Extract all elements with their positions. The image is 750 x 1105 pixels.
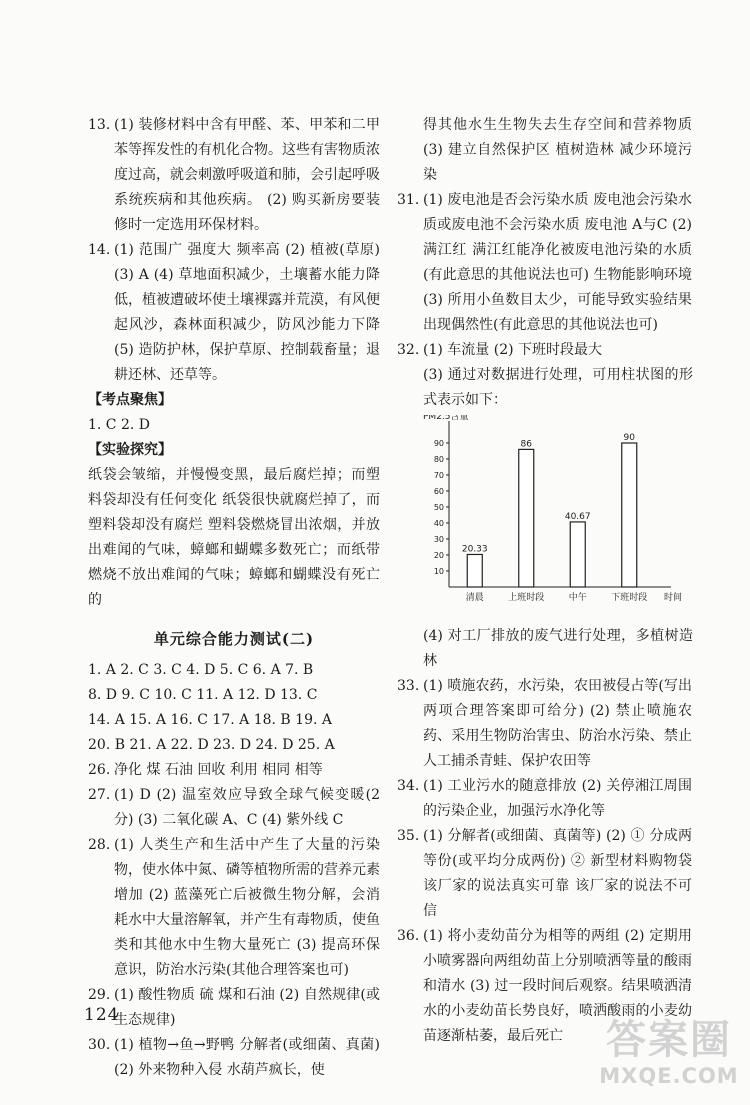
y-tick-label: 80 xyxy=(433,455,444,464)
data-label: 40.67 xyxy=(564,511,591,522)
question-number: 32. xyxy=(397,342,420,358)
mc-answers-row: 8. D 9. C 10. C 11. A 12. D 13. C xyxy=(88,687,318,703)
question-13 xyxy=(88,113,380,238)
pm25-chart-container xyxy=(423,415,693,624)
answer-text: (1) 工业污水的随意排放 (2) 关停湘江周围的污染企业，加强污水净化等 xyxy=(423,778,692,819)
answer-text: (1) 喷施农药，水污染，农田被侵占等(写出两项合理答案即可给分) (2) 禁止喷施农药、采用生物防治害虫、防治水污染、禁止人工捕杀青蛙、保护农田等 xyxy=(423,678,692,769)
section-heading-shiyan: 【实验探究】 xyxy=(88,442,172,458)
y-tick-label: 90 xyxy=(433,439,444,448)
question-14 xyxy=(88,238,380,388)
watermark-logo-text: 答案圈 xyxy=(606,1017,732,1063)
answer-text: (1) 车流量 (2) 下班时段最大 xyxy=(423,342,603,358)
bar xyxy=(467,554,482,587)
x-tick-label: 中午 xyxy=(568,593,587,603)
answer-text: (1) 人类生产和生活中产生了大量的污染物，使水体中氮、磷等植物所需的营养元素增加 (2) 蓝藻死亡后被微生物分解，会消耗水中大量溶解氧，并产生有毒物质，使鱼类和其他水中生物大量死亡 (3) 提高环保意识，防治水污染(其他合理答案也可) xyxy=(114,837,380,978)
answer-text: (1) 装修材料中含有甲醛、苯、甲苯和二甲苯等挥发性的有机化合物。这些有害物质浓度过高，就会刺激呼吸道和肺，会引起呼吸系统疾病和其他疾病。 (2) 购买新房要装修时一定选用环保材料。 xyxy=(114,117,380,233)
pm25-bar-chart xyxy=(423,415,693,615)
question-26 xyxy=(88,758,380,783)
question-number: 35. xyxy=(397,828,420,844)
question-number: 26. xyxy=(88,762,111,778)
question-number: 34. xyxy=(397,778,420,794)
answer-text: (4) 对工厂排放的废气进行处理，多植树造林 xyxy=(423,628,693,669)
answer-text: (1) 废电池是否会污染水质 废电池会污染水质或废电池不会污染水质 废电池 A与C (2) 满江红 满江红能净化被废电池污染的水质(有此意思的其他说法也可) 生物能影响环境 (3) 所用小鱼数目太少，可能导致实验结果出现偶然性(有此意思的其他说法也可) xyxy=(423,192,692,333)
question-number: 27. xyxy=(88,787,111,803)
watermark-url: MXQE.COM xyxy=(599,1064,739,1088)
page-number: 124 xyxy=(84,1005,120,1025)
question-34 xyxy=(397,774,692,824)
section-heading-kaodian: 【考点聚焦】 xyxy=(88,392,172,408)
question-27 xyxy=(88,783,380,833)
question-35 xyxy=(397,824,692,924)
answer-text: (1) D (2) 温室效应导致全球气候变暖(2分) (3) 二氧化碳 A、C (4) 紫外线 C xyxy=(114,787,380,828)
question-31 xyxy=(397,188,692,338)
y-axis-label: PM2.5含量 xyxy=(423,415,469,422)
answer-text: (1) 范围广 强度大 频率高 (2) 植被(草原) (3) A (4) 草地面积减少，土壤蓄水能力降低，植被遭破坏使土壤裸露并荒漠，有风便起风沙，森林面积减少，防风沙能力下降 (5) 造防护林，保护草原、控制载畜量；退耕还林、还草等。 xyxy=(114,242,380,383)
data-label: 90 xyxy=(623,433,635,443)
kaodian-answers: 1. C 2. D xyxy=(88,417,151,433)
x-tick-label: 下班时段 xyxy=(611,593,648,603)
answer-text: (1) 植物→鱼→野鸭 分解者(或细菌、真菌) (2) 外来物种入侵 水葫芦疯长，使 xyxy=(114,1037,380,1078)
x-tick-label: 清晨 xyxy=(465,593,484,603)
right-column xyxy=(397,113,692,1049)
shiyan-text: 纸袋会皱缩，并慢慢变黑，最后腐烂掉；而塑料袋却没有任何变化 纸袋很快就腐烂掉了，而塑料袋却没有腐烂 塑料袋燃烧冒出浓烟，并放出难闻的气味，蟑螂和蝴蝶多数死亡；而纸带燃烧不放出难闻的气味；蟑螂和蝴蝶没有死亡的 xyxy=(88,467,380,608)
answer-text: 净化 煤 石油 回收 利用 相同 相等 xyxy=(114,762,323,778)
question-28 xyxy=(88,833,380,983)
bar xyxy=(570,522,585,587)
y-tick-label: 70 xyxy=(433,471,444,480)
answer-text: (1) 分解者(或细菌、真菌等) (2) ① 分成两等份(或平均分成两份) ② 新型材料购物袋 该厂家的说法真实可靠 该厂家的说法不可信 xyxy=(423,828,692,919)
mc-answers-row: 1. A 2. C 3. C 4. D 5. C 6. A 7. B xyxy=(88,662,314,678)
mc-answers-row: 20. B 21. A 22. D 23. D 24. D 25. A xyxy=(88,737,335,753)
unit-test-title: 单元综合能力测试(二) xyxy=(153,630,315,648)
y-tick-label: 20 xyxy=(433,551,444,560)
data-label: 20.33 xyxy=(461,544,488,555)
question-number: 36. xyxy=(397,928,420,944)
y-tick-label: 60 xyxy=(433,487,444,496)
y-tick-label: 50 xyxy=(433,503,444,512)
watermark-logo xyxy=(594,1017,744,1099)
y-tick-label: 10 xyxy=(433,567,444,576)
answer-text: 得其他水生生物失去生存空间和营养物质 (3) 建立自然保护区 植树造林 减少环境污染 xyxy=(423,117,692,183)
question-32 xyxy=(397,338,692,674)
question-number: 13. xyxy=(88,117,111,133)
mc-answers-row: 14. A 15. A 16. C 17. A 18. B 19. A xyxy=(88,712,332,728)
question-number: 28. xyxy=(88,837,111,853)
data-label: 86 xyxy=(520,439,532,450)
answer-text: (1) 酸性物质 硫 煤和石油 (2) 自然规律(或生态规律) xyxy=(114,987,380,1028)
answer-text: (1) 将小麦幼苗分为相等的两组 (2) 定期用小喷雾器向两组幼苗上分别喷洒等量的酸雨和清水 (3) 过一段时间后观察。结果喷洒清水的小麦幼苗长势良好，喷洒酸雨的小麦幼苗逐渐枯萎，最后死亡 xyxy=(423,928,692,1044)
question-29 xyxy=(88,983,380,1033)
question-number: 33. xyxy=(397,678,420,694)
y-tick-label: 40 xyxy=(433,519,444,528)
bar xyxy=(622,443,637,587)
question-number: 31. xyxy=(397,192,420,208)
bar xyxy=(519,449,534,587)
question-number: 14. xyxy=(88,242,111,258)
question-number: 30. xyxy=(88,1037,111,1053)
answer-text: (3) 通过对数据进行处理，可用柱状图的形式表示如下： xyxy=(423,367,693,408)
question-33 xyxy=(397,674,692,774)
x-tick-label: 上班时段 xyxy=(508,593,545,603)
y-tick-label: 30 xyxy=(433,535,444,544)
question-30-continued xyxy=(397,113,692,188)
x-axis-label: 时间 xyxy=(663,593,683,603)
left-column xyxy=(88,113,380,1083)
question-30 xyxy=(88,1033,380,1083)
question-number: 29. xyxy=(88,987,111,1003)
